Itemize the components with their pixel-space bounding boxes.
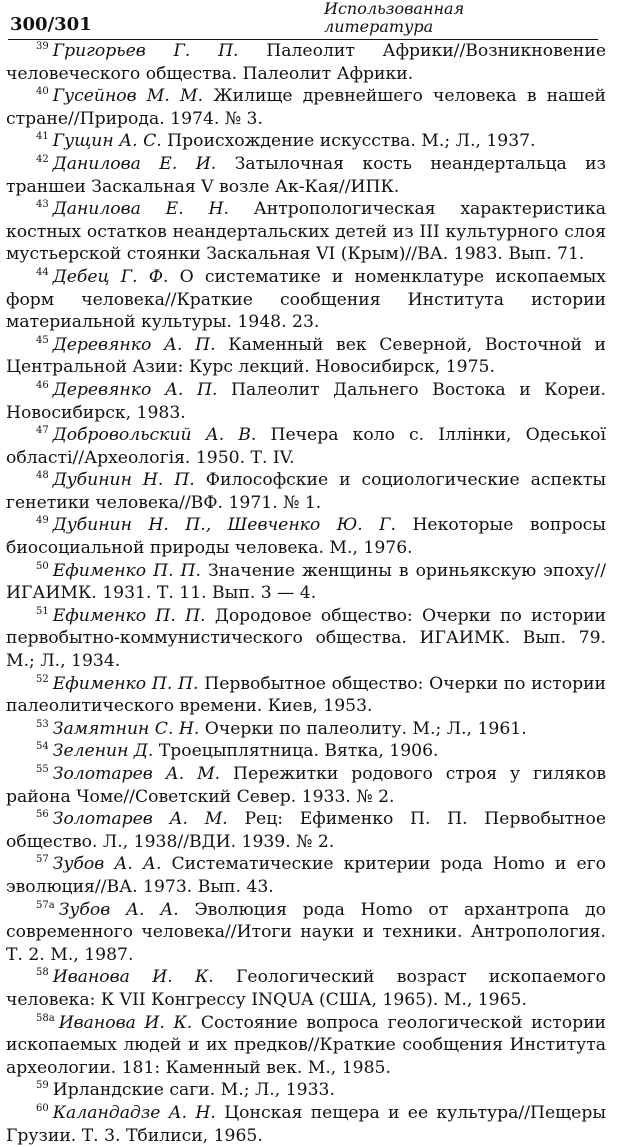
header-rule	[8, 39, 598, 40]
reference-text: Палеолит Африки//Возникновение человеческого общества. Палеолит Африки.	[6, 41, 607, 84]
reference-text: Жилище древнейшего человека в нашей стране//Природа. 1974. № 3.	[6, 86, 606, 129]
reference-author: Деревянко А. П.	[52, 334, 216, 355]
reference-item	[6, 673, 606, 718]
reference-text: Философские и социологические аспекты генетики человека//ВФ. 1971. № 1.	[6, 470, 607, 513]
reference-number: 39	[36, 41, 49, 52]
reference-author: Дубинин Н. П.	[52, 470, 195, 491]
reference-item	[6, 966, 606, 1011]
reference-author: Деревянко А. П.	[52, 379, 218, 400]
reference-author: Гущин А. С.	[52, 131, 162, 152]
reference-number: 47	[36, 425, 49, 437]
reference-text: Геологический возраст ископаемого человека: К VII Конгрессу INQUA (США, 1965). М., 1965.	[6, 967, 606, 1010]
reference-author: Данилова Е. Н.	[52, 199, 229, 220]
reference-item	[6, 763, 606, 808]
page-number: 300/301	[10, 14, 92, 35]
reference-item	[6, 560, 606, 605]
reference-text: Состояние вопроса геологической истории ископаемых людей и их предков//Краткие сообщения Института археологии. 181: Каменный век. М., 1985.	[6, 1012, 606, 1078]
reference-text: Троецыплятница. Вятка, 1906.	[158, 741, 439, 762]
reference-number: 42	[36, 153, 49, 165]
reference-author: Дебец Г. Ф.	[52, 266, 169, 287]
reference-text: Дородовое общество: Очерки по истории первобытно-коммунистического общества. ИГАИМК. Вып. 79. М.; Л., 1934.	[6, 605, 606, 672]
reference-author: Зеленин Д.	[52, 741, 154, 762]
reference-item	[6, 740, 606, 763]
reference-item	[6, 130, 606, 153]
reference-number: 58	[36, 967, 49, 979]
reference-number: 44	[36, 266, 49, 278]
reference-text: Очерки по палеолиту. М.; Л., 1961.	[204, 718, 527, 739]
reference-number: 43	[36, 199, 49, 211]
reference-number: 49	[36, 515, 49, 527]
reference-number: 45	[36, 334, 49, 346]
reference-item	[6, 469, 606, 514]
reference-item	[6, 605, 606, 673]
reference-author: Иванова И. К.	[52, 967, 214, 988]
reference-number: 59	[36, 1080, 49, 1092]
reference-author: Гусейнов М. М.	[52, 86, 204, 107]
running-title	[324, 0, 464, 36]
reference-number: 56	[36, 809, 49, 821]
running-title-line: Использованная	[324, 0, 465, 18]
reference-author: Данилова Е. И.	[52, 153, 217, 174]
reference-number: 41	[36, 131, 49, 143]
reference-author: Золотарев А. М.	[52, 764, 221, 784]
reference-number: 58a	[36, 1012, 55, 1024]
reference-author: Ефименко П. П.	[52, 560, 201, 581]
reference-item	[6, 1102, 606, 1147]
reference-item	[6, 85, 606, 130]
reference-number: 54	[36, 741, 49, 753]
reference-author: Дубинин Н. П., Шевченко Ю. Г.	[52, 515, 396, 536]
reference-number: 46	[36, 379, 49, 391]
reference-author: Каландадзе А. Н.	[52, 1102, 216, 1123]
reference-item	[6, 424, 606, 469]
reference-author: Зубов А. А.	[58, 899, 179, 920]
reference-item	[6, 718, 606, 741]
reference-text: Палеолит Дальнего Востока и Кореи. Новосибирск, 1983.	[6, 379, 606, 423]
reference-author: Ефименко П. П.	[52, 673, 199, 694]
reference-item	[6, 40, 606, 85]
reference-number: 52	[36, 673, 49, 685]
reference-text: Печера коло с. Іллінки, Одеської області//Археологія. 1950. Т. IV.	[6, 425, 607, 468]
reference-item	[6, 153, 606, 198]
reference-text: Антропологическая характеристика костных остатков неандертальских детей из III культурного слоя мустьерской стоянки Заскальная VI (Крым)//ВА. 1983. Вып. 71.	[6, 199, 607, 265]
reference-author: Золотарев А. М.	[52, 809, 228, 830]
reference-number: 57	[36, 854, 49, 866]
reference-item	[6, 1079, 606, 1102]
page-header	[6, 0, 606, 40]
reference-text: Пережитки родового строя у гиляков района Чоме//Советский Север. 1933. № 2.	[6, 764, 607, 807]
reference-number: 50	[36, 560, 49, 572]
reference-item	[6, 334, 606, 379]
reference-text: Ирландские саги. М.; Л., 1933.	[52, 1080, 335, 1101]
reference-number: 55	[36, 764, 49, 775]
reference-text: Затылочная кость неандертальца из траншеи Заскальная V возле Ак-Кая//ИПК.	[6, 153, 606, 197]
reference-list	[6, 40, 606, 1147]
reference-item	[6, 808, 606, 853]
reference-author: Зубов А. А.	[52, 854, 162, 875]
reference-text: Некоторые вопросы биосоциальной природы человека. М., 1976.	[6, 515, 606, 559]
reference-text: Систематические критерии рода Homo и его эволюция//ВА. 1973. Вып. 43.	[6, 854, 606, 897]
reference-text: Цонская пещера и ее культура//Пещеры Грузии. Т. 3. Тбилиси, 1965.	[6, 1102, 606, 1146]
reference-text: Эволюция рода Homo от архантропа до современного человека//Итоги науки и техники. Антропология. Т. 2. М., 1987.	[6, 899, 606, 965]
reference-number: 60	[36, 1102, 49, 1114]
reference-item	[6, 198, 606, 266]
reference-author: Добровольский А. В.	[52, 425, 257, 446]
reference-number: 40	[36, 86, 49, 98]
reference-item	[6, 1012, 606, 1080]
reference-author: Иванова И. К.	[58, 1012, 193, 1033]
reference-number: 48	[36, 470, 49, 482]
reference-item	[6, 514, 606, 559]
reference-number: 51	[36, 605, 49, 617]
reference-item	[6, 899, 606, 967]
reference-author: Ефименко П. П.	[52, 605, 206, 626]
reference-item	[6, 379, 606, 424]
reference-item	[6, 266, 606, 334]
reference-text: Каменный век Северной, Восточной и Центральной Азии: Курс лекций. Новосибирск, 1975.	[6, 334, 607, 378]
reference-text: Происхождение искусства. М.; Л., 1937.	[167, 131, 536, 152]
reference-author: Замятнин С. Н.	[52, 718, 200, 739]
reference-number: 53	[36, 718, 49, 730]
reference-number: 57a	[36, 899, 55, 911]
reference-item	[6, 853, 606, 898]
reference-text: О систематике и номенклатуре ископаемых форм человека//Краткие сообщения Института истории материальной культуры. 1948. 23.	[6, 266, 606, 333]
reference-author: Григорьев Г. П.	[52, 41, 239, 61]
running-title-line: литература	[324, 17, 434, 36]
reference-text: Первобытное общество: Очерки по истории палеолитического времени. Киев, 1953.	[6, 673, 607, 717]
reference-text: Значение женщины в ориньякскую эпоху//ИГАИМК. 1931. Т. 11. Вып. 3 — 4.	[6, 560, 606, 604]
reference-text: Рец: Ефименко П. П. Первобытное общество. Л., 1938//ВДИ. 1939. № 2.	[6, 809, 606, 852]
